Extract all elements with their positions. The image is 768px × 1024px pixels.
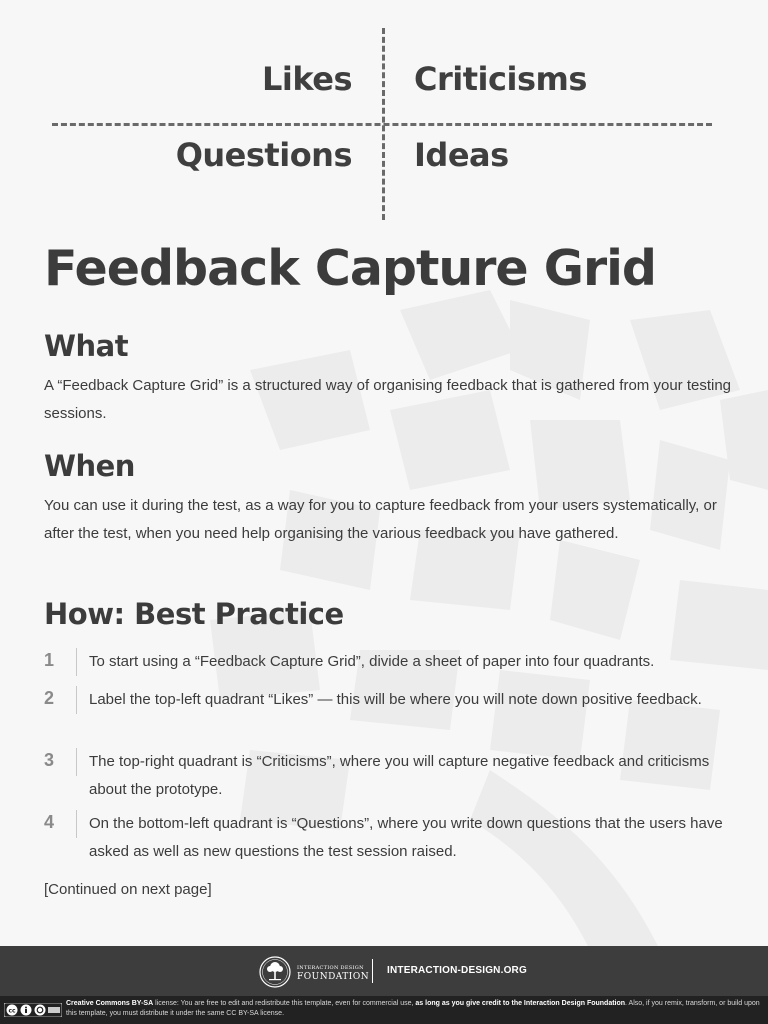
license-text bbox=[66, 999, 762, 1019]
step-number: 1 bbox=[44, 650, 55, 670]
step-divider bbox=[76, 748, 77, 776]
horizontal-dashed-divider bbox=[52, 123, 712, 126]
step-text: The top-right quadrant is “Criticisms”, where you will capture negative feedback and criticisms about the prototype. bbox=[89, 753, 710, 798]
license-bar bbox=[0, 996, 768, 1024]
quadrant-grid-illustration bbox=[0, 0, 768, 230]
main-content bbox=[44, 238, 734, 898]
how-heading: How: Best Practice bbox=[44, 597, 344, 631]
svg-text:cc: cc bbox=[8, 1007, 16, 1015]
step-divider bbox=[76, 686, 77, 714]
license-text-part1: license: You are free to edit and redistribute this template, even for commercial use, bbox=[153, 1000, 416, 1007]
quadrant-criticisms-label: Criticisms bbox=[414, 60, 587, 98]
step-number: 2 bbox=[44, 688, 55, 708]
quadrant-likes-label: Likes bbox=[261, 60, 352, 98]
foundation-name-top: INTERACTION DESIGN bbox=[297, 965, 364, 971]
step-number: 3 bbox=[44, 750, 55, 770]
when-heading: When bbox=[44, 449, 135, 483]
foundation-name bbox=[297, 964, 369, 982]
step-text: On the bottom-left quadrant is “Questions”, where you write down questions that the users have asked as well as new questions the test session raised. bbox=[89, 815, 723, 860]
step-number: 4 bbox=[44, 812, 55, 832]
footer-bar bbox=[0, 946, 768, 996]
license-text-part2: . Also, if you remix, transform, or build upon this template, you must distribute it under the same CC BY-SA license. bbox=[66, 1000, 760, 1017]
page-title: Feedback Capture Grid bbox=[44, 240, 656, 297]
quadrant-ideas-label: Ideas bbox=[414, 136, 509, 174]
what-paragraph: A “Feedback Capture Grid” is a structured way of organising feedback that is gathered from your testing sessions. bbox=[44, 377, 732, 422]
when-paragraph: You can use it during the test, as a way for you to capture feedback from your users systematically, or after the test, when you need help organising the various feedback you have gathered. bbox=[44, 497, 717, 542]
step-divider bbox=[76, 648, 77, 676]
step-divider bbox=[76, 810, 77, 838]
what-heading: What bbox=[44, 329, 129, 363]
license-name: Creative Commons BY-SA bbox=[66, 1000, 154, 1007]
website-link[interactable]: INTERACTION-DESIGN.ORG bbox=[387, 965, 527, 976]
step-text: To start using a “Feedback Capture Grid”, divide a sheet of paper into four quadrants. bbox=[89, 653, 655, 670]
foundation-tree-logo-icon bbox=[259, 956, 291, 988]
footer-divider bbox=[372, 959, 373, 983]
step-text: Label the top-left quadrant “Likes” — this will be where you will note down positive feedback. bbox=[89, 691, 702, 708]
continued-note: [Continued on next page] bbox=[44, 881, 212, 898]
foundation-name-bottom: FOUNDATION bbox=[297, 972, 370, 982]
quadrant-questions-label: Questions bbox=[175, 136, 352, 174]
license-credit-requirement: as long as you give credit to the Interaction Design Foundation bbox=[415, 1000, 626, 1007]
cc-by-sa-icon bbox=[4, 1003, 62, 1017]
